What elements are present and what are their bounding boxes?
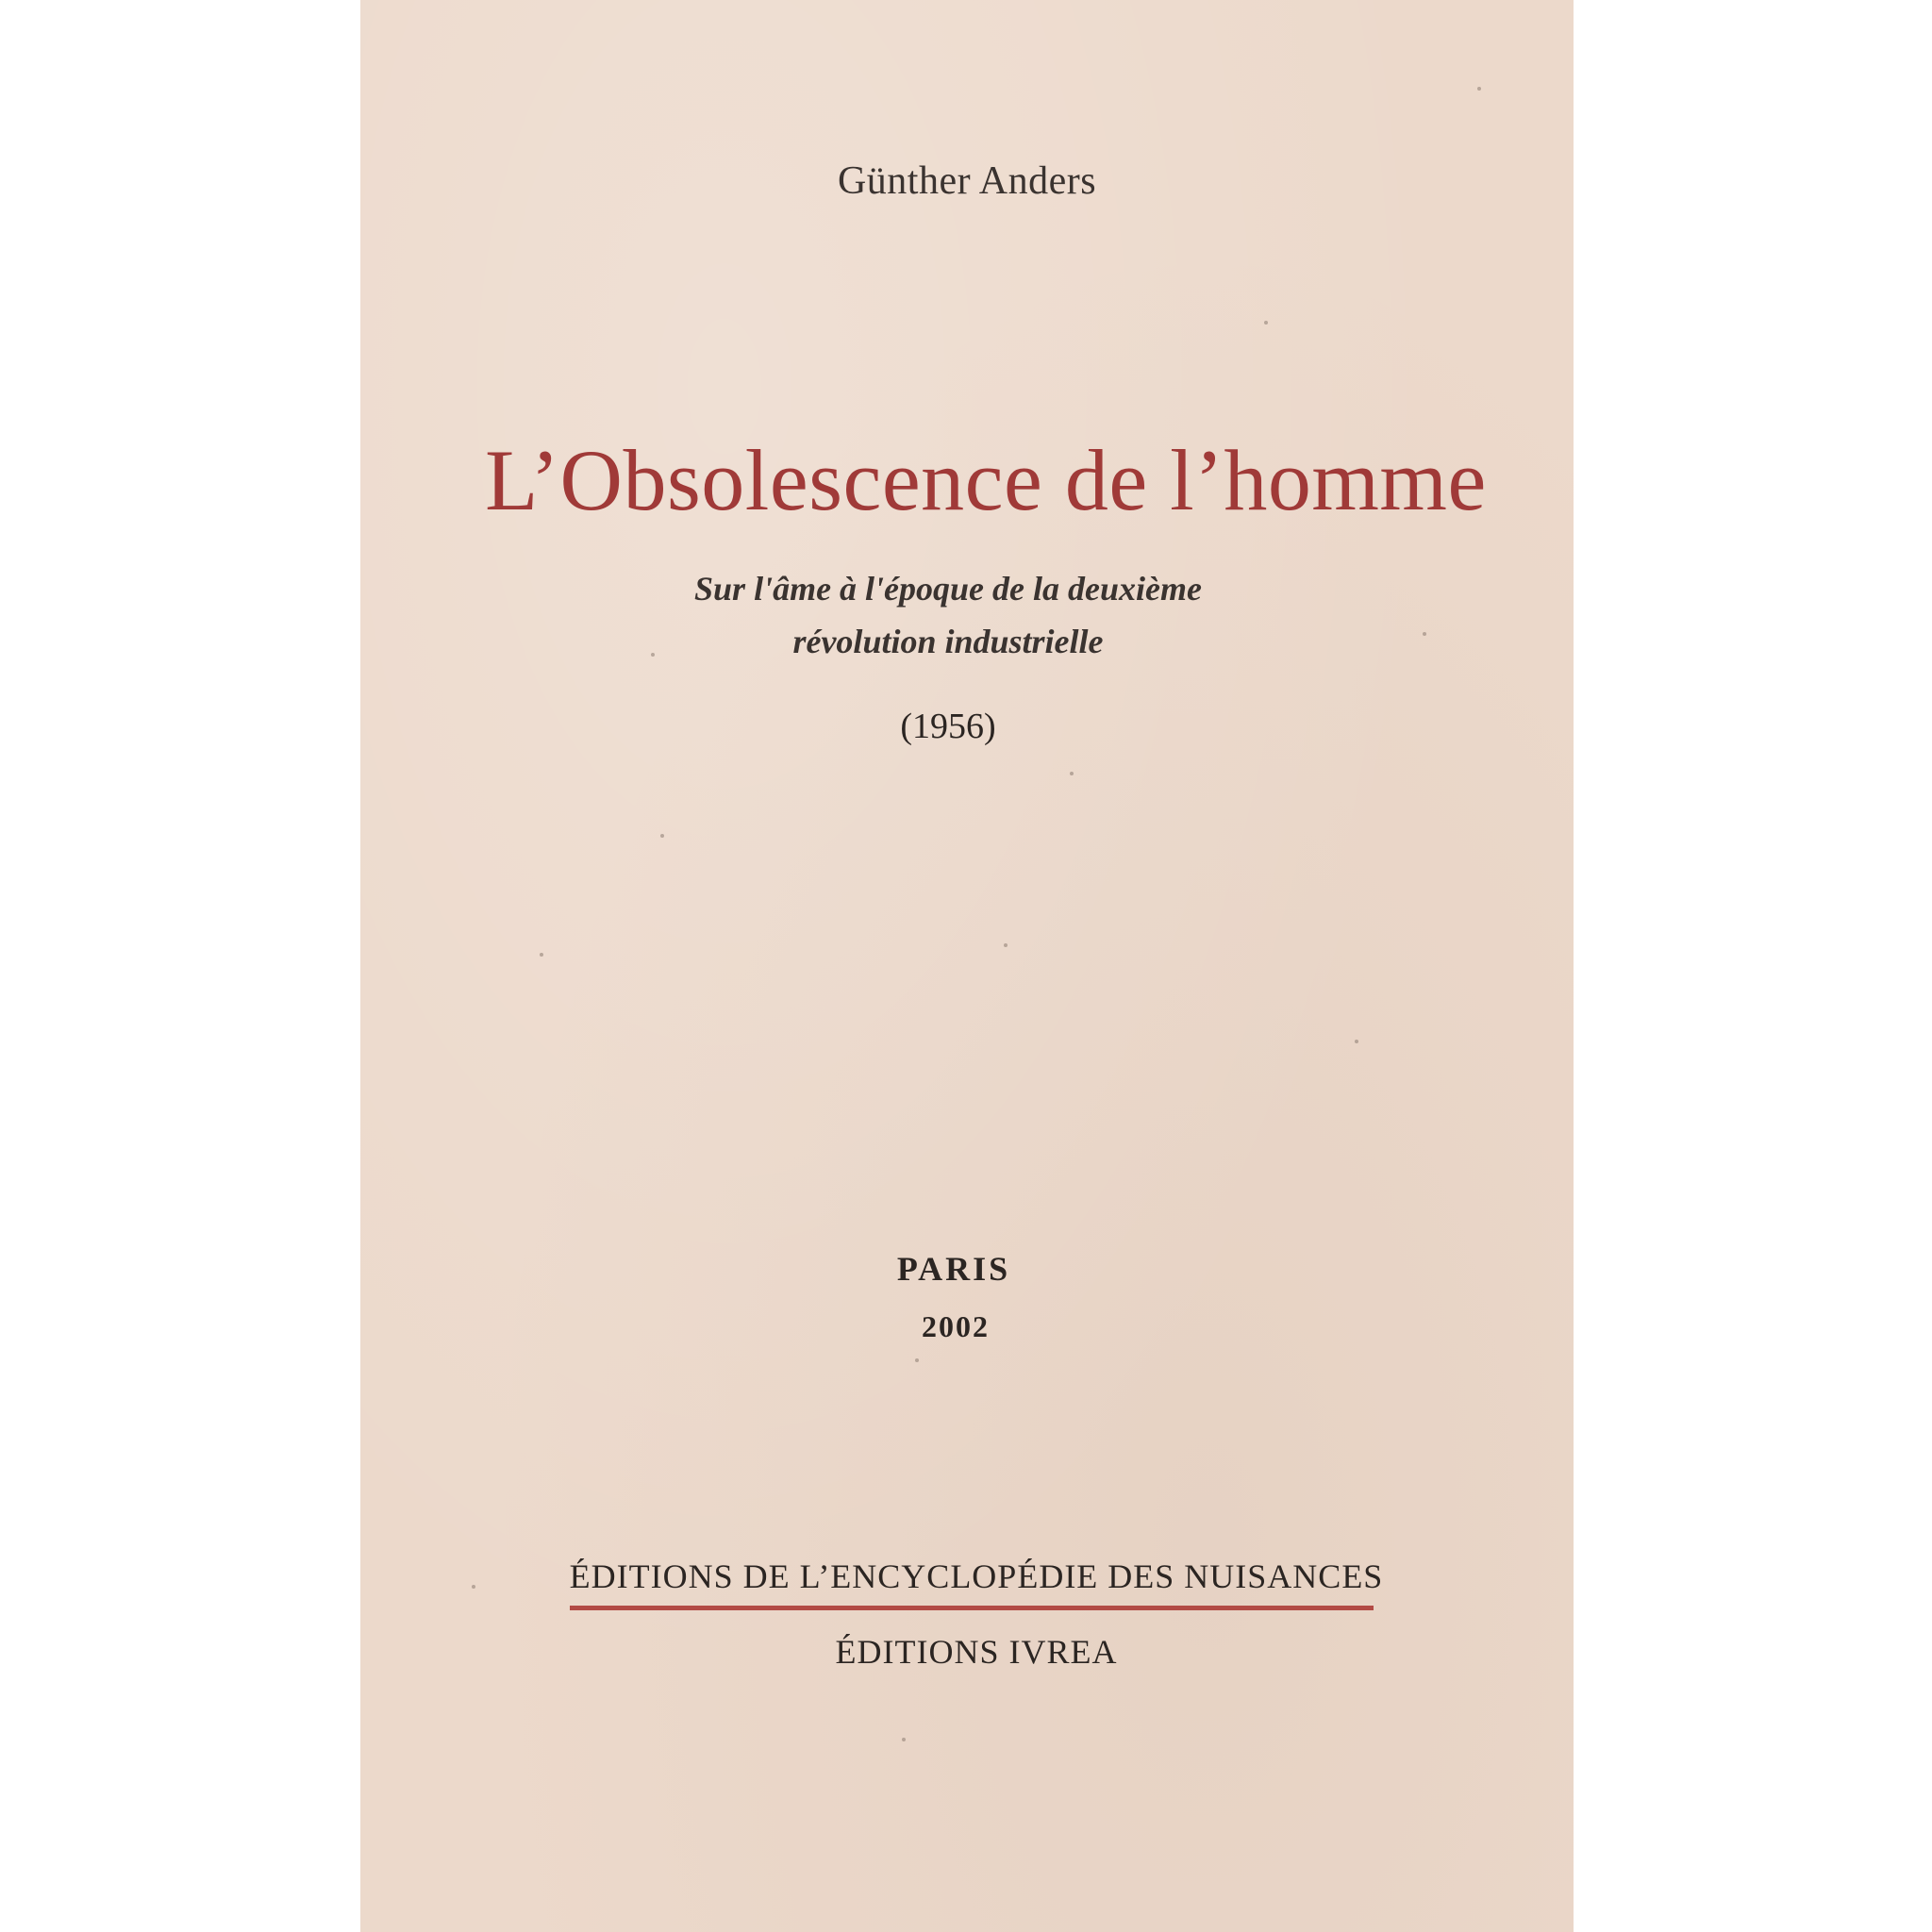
paper-speck [540,953,543,957]
subtitle-line-2: révolution industrielle [792,623,1104,660]
original-year: (1956) [900,707,996,746]
publication-year: 2002 [922,1309,990,1343]
publisher-primary: ÉDITIONS DE L’ENCYCLOPÉDIE DES NUISANCES [569,1557,1384,1595]
paper-speck [902,1738,906,1741]
paper-speck [1264,321,1268,325]
paper-speck [915,1358,919,1362]
paper-speck [1477,87,1481,91]
paper-speck [1070,772,1074,775]
author-name: Günther Anders [837,159,1097,203]
book-title: L’Obsolescence de l’homme [485,432,1487,528]
book-subtitle [341,562,1555,668]
paper-speck [660,834,664,838]
paper-speck [1355,1040,1358,1043]
subtitle-line-1: Sur l'âme à l'époque de la deuxième [694,570,1202,608]
book-cover [360,0,1574,1932]
paper-speck [1004,943,1008,947]
publisher-secondary: ÉDITIONS IVREA [835,1633,1118,1671]
publisher-divider-rule [570,1606,1374,1610]
publication-city: PARIS [896,1250,1011,1288]
